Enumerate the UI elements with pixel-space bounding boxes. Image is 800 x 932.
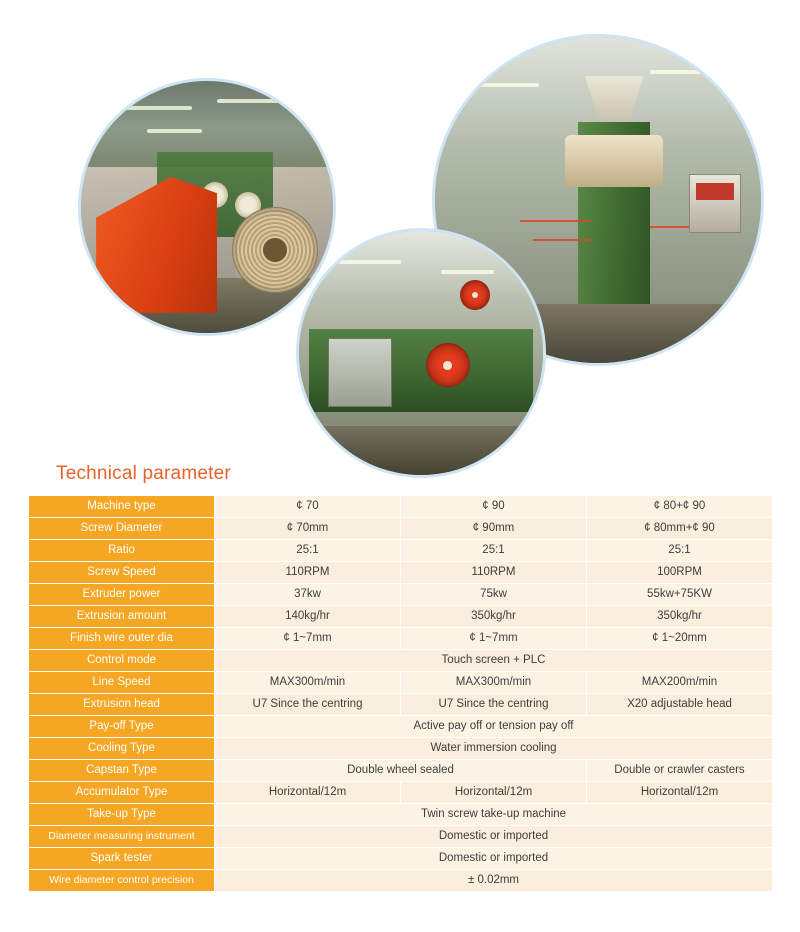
orange-machine-cover xyxy=(96,177,217,313)
table-cell: 350kg/hr xyxy=(401,606,587,628)
crosshead-die xyxy=(565,135,663,187)
table-cell: ¢ 70 xyxy=(215,496,401,518)
table-row xyxy=(29,562,773,584)
table-row xyxy=(29,540,773,562)
table-row xyxy=(29,848,773,870)
row-header: Screw Diameter xyxy=(29,518,215,540)
row-header: Extruder power xyxy=(29,584,215,606)
table-row xyxy=(29,672,773,694)
line-cabinet xyxy=(328,338,391,406)
table-row xyxy=(29,804,773,826)
photo-production-line-overview xyxy=(296,228,546,478)
row-header: Finish wire outer dia xyxy=(29,628,215,650)
table-row xyxy=(29,738,773,760)
table-cell: Domestic or imported xyxy=(215,848,773,870)
table-cell: 100RPM xyxy=(587,562,773,584)
table-cell: U7 Since the centring xyxy=(401,694,587,716)
table-cell: 75kw xyxy=(401,584,587,606)
row-header: Cooling Type xyxy=(29,738,215,760)
row-header: Wire diameter control precision xyxy=(29,870,215,892)
technical-parameter-table-wrap xyxy=(28,495,772,892)
table-cell: Domestic or imported xyxy=(215,826,773,848)
table-cell: 110RPM xyxy=(401,562,587,584)
row-header: Take-up Type xyxy=(29,804,215,826)
table-cell: 25:1 xyxy=(587,540,773,562)
row-header: Control mode xyxy=(29,650,215,672)
table-cell: ¢ 1~20mm xyxy=(587,628,773,650)
table-row xyxy=(29,650,773,672)
table-cell: ± 0.02mm xyxy=(215,870,773,892)
table-cell: MAX200m/min xyxy=(587,672,773,694)
factory-ceiling xyxy=(299,231,543,294)
table-cell: Horizontal/12m xyxy=(401,782,587,804)
table-cell: 140kg/hr xyxy=(215,606,401,628)
row-header: Diameter measuring instrument xyxy=(29,826,215,848)
table-row xyxy=(29,760,773,782)
table-row xyxy=(29,716,773,738)
photo-wire-machine-orange-cover xyxy=(78,78,336,336)
table-cell: ¢ 1~7mm xyxy=(215,628,401,650)
page-title: Technical parameter xyxy=(56,463,231,484)
row-header: Ratio xyxy=(29,540,215,562)
row-header: Accumulator Type xyxy=(29,782,215,804)
table-cell: 37kw xyxy=(215,584,401,606)
table-cell: Horizontal/12m xyxy=(215,782,401,804)
table-cell: ¢ 1~7mm xyxy=(401,628,587,650)
table-cell: ¢ 70mm xyxy=(215,518,401,540)
operator-control-panel xyxy=(689,174,741,233)
table-cell: U7 Since the centring xyxy=(215,694,401,716)
table-row xyxy=(29,826,773,848)
row-header: Extrusion amount xyxy=(29,606,215,628)
row-header: Pay-off Type xyxy=(29,716,215,738)
table-row xyxy=(29,518,773,540)
table-cell: 25:1 xyxy=(215,540,401,562)
panel-display xyxy=(696,183,734,200)
table-cell: 110RPM xyxy=(215,562,401,584)
row-header: Capstan Type xyxy=(29,760,215,782)
table-cell: Double wheel sealed xyxy=(215,760,587,782)
red-reel xyxy=(426,343,470,387)
technical-parameter-table xyxy=(28,495,773,892)
table-cell: MAX300m/min xyxy=(401,672,587,694)
table-row xyxy=(29,628,773,650)
table-cell: X20 adjustable head xyxy=(587,694,773,716)
row-header: Spark tester xyxy=(29,848,215,870)
row-header: Extrusion head xyxy=(29,694,215,716)
table-cell: ¢ 90 xyxy=(401,496,587,518)
table-cell: ¢ 80+¢ 90 xyxy=(587,496,773,518)
row-header: Line Speed xyxy=(29,672,215,694)
table-row xyxy=(29,694,773,716)
table-cell: ¢ 90mm xyxy=(401,518,587,540)
red-reel xyxy=(460,280,490,310)
table-row xyxy=(29,870,773,892)
table-row xyxy=(29,496,773,518)
table-cell: Active pay off or tension pay off xyxy=(215,716,773,738)
table-cell: Touch screen + PLC xyxy=(215,650,773,672)
table-cell: 55kw+75KW xyxy=(587,584,773,606)
row-header: Screw Speed xyxy=(29,562,215,584)
table-cell: Horizontal/12m xyxy=(587,782,773,804)
table-cell: 25:1 xyxy=(401,540,587,562)
table-cell: Water immersion cooling xyxy=(215,738,773,760)
table-cell: Double or crawler casters xyxy=(587,760,773,782)
table-row xyxy=(29,606,773,628)
table-cell: MAX300m/min xyxy=(215,672,401,694)
row-header: Machine type xyxy=(29,496,215,518)
table-cell: ¢ 80mm+¢ 90 xyxy=(587,518,773,540)
table-row xyxy=(29,584,773,606)
table-cell: Twin screw take-up machine xyxy=(215,804,773,826)
table-cell: 350kg/hr xyxy=(587,606,773,628)
photo-collage xyxy=(0,0,800,455)
factory-floor xyxy=(299,426,543,475)
table-row xyxy=(29,782,773,804)
